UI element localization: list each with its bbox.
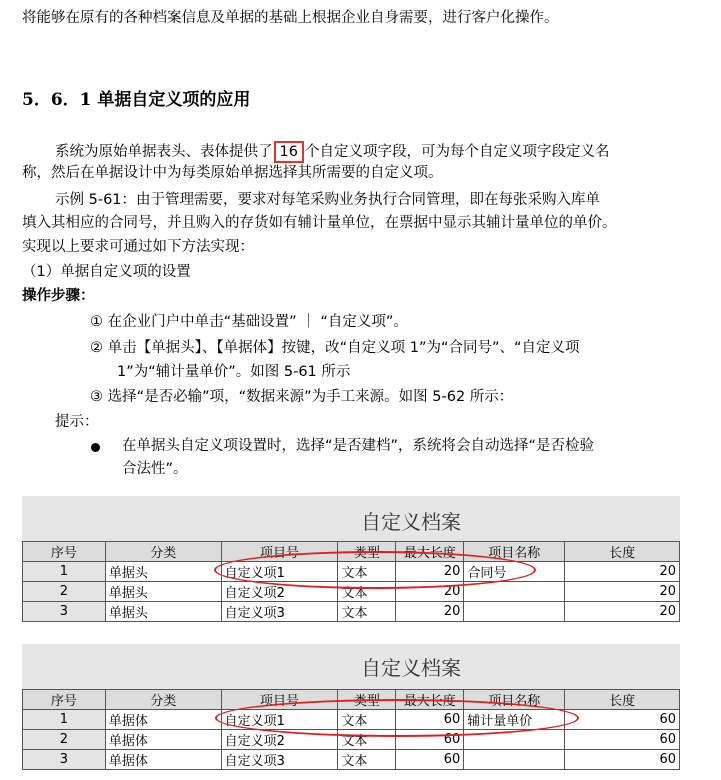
intro-line: 将能够在原有的各种档案信息及单据的基础上根据企业自身需要，进行客户化操作。: [22, 10, 559, 26]
paragraph-line-1-start: 系统为原始单据表头、表体提供了: [55, 144, 273, 160]
tip-label: 提示：: [55, 414, 99, 430]
bullet-line-2: 合法性”。: [122, 461, 188, 477]
step-1: ① 在企业门户中单击“基础设置” ｜ “自定义项”。: [90, 314, 408, 330]
panel-title: 自定义档案: [361, 510, 461, 534]
table-header-row: [23, 542, 680, 562]
step-2-line-1: ② 单击【单据头】、【单据体】按键，改“自定义项 1”为“合同号”、“自定义项: [90, 340, 580, 356]
highlighted-count: 16: [274, 141, 304, 163]
col-index: 序号: [23, 690, 106, 710]
table-row[interactable]: 3 单据体 自定义项3 文本 60 60: [23, 750, 680, 770]
col-length: 长度: [565, 542, 680, 562]
col-item-no: 项目号: [221, 690, 338, 710]
col-type: 类型: [338, 690, 396, 710]
custom-archive-panel-body: [22, 644, 680, 770]
table-row[interactable]: 1 单据体 自定义项1 文本 60 辅计量单价 60: [23, 710, 680, 730]
table-row[interactable]: 2 单据体 自定义项2 文本 60 60: [23, 730, 680, 750]
step-2-line-2: 1”为“辅计量单价”。如图 5-61 所示: [117, 364, 351, 380]
col-category: 分类: [105, 542, 221, 562]
bullet-dot-icon: [91, 443, 100, 452]
col-max-length: 最大长度: [396, 542, 464, 562]
example-line-3: 实现以上要求可通过如下方法实现：: [22, 239, 254, 255]
table-row[interactable]: 2 单据头 自定义项2 文本 20 20: [23, 582, 680, 602]
paragraph-line-1-end: 个自定义项字段，可为每个自定义项字段定义名: [304, 144, 610, 160]
col-item-no: 项目号: [221, 542, 338, 562]
paragraph-line-1: [55, 141, 609, 163]
example-line-1: 示例 5-61：由于管理需要，要求对每笔采购业务执行合同管理，即在每张采购入库单: [55, 192, 601, 208]
col-index: 序号: [23, 542, 106, 562]
example-line-2: 填入其相应的合同号，并且购入的存货如有辅计量单位，在票据中显示其辅计量单位的单价。: [22, 215, 617, 231]
col-item-name: 项目名称: [464, 542, 565, 562]
steps-label: 操作步骤：: [22, 288, 95, 304]
custom-archive-panel-header: [22, 496, 680, 620]
custom-archive-table-body: [22, 689, 680, 770]
col-item-name: 项目名称: [464, 690, 565, 710]
bullet-line-1: 在单据头自定义项设置时，选择“是否建档”，系统将会自动选择“是否检验: [122, 438, 595, 454]
col-max-length: 最大长度: [396, 690, 464, 710]
section-heading: 5．6．1 单据自定义项的应用: [22, 90, 251, 110]
step-3: ③ 选择“是否必输”项，“数据来源”为手工来源。如图 5-62 所示：: [90, 389, 514, 405]
table-row[interactable]: 1 单据头 自定义项1 文本 20 合同号 20: [23, 562, 680, 582]
panel-title: 自定义档案: [361, 656, 461, 680]
subsection-title: （1）单据自定义项的设置: [22, 264, 191, 280]
custom-archive-table-header: [22, 541, 680, 622]
col-type: 类型: [338, 542, 396, 562]
table-row[interactable]: 3 单据头 自定义项3 文本 20 20: [23, 602, 680, 622]
col-category: 分类: [105, 690, 221, 710]
table-header-row: [23, 690, 680, 710]
paragraph-line-2: 称，然后在单据设计中为每类原始单据选择其所需要的自定义项。: [22, 165, 443, 181]
col-length: 长度: [565, 690, 680, 710]
